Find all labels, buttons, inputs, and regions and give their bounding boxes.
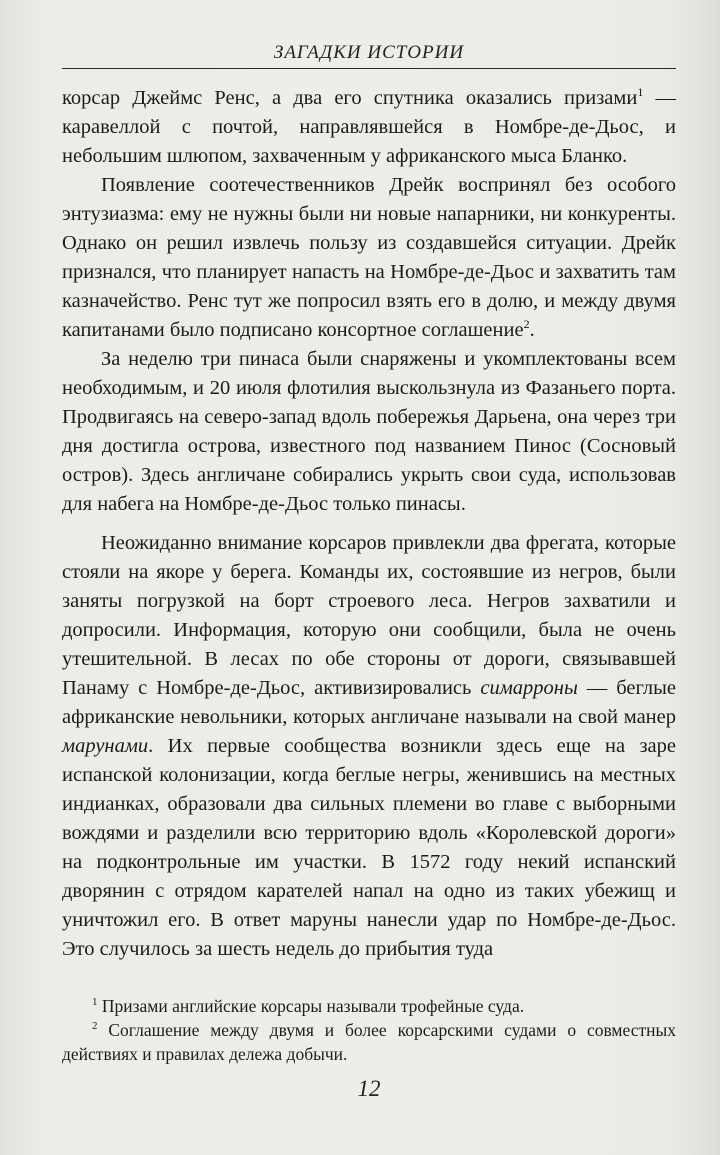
- paragraph-3: За неделю три пинаса были снаряжены и укомплектованы всем необходимым, и 20 июля флотилия выскользнула из Фазаньего порта. Продвигаясь на северо-запад вдоль побережья Дарьена, она через три дня достигла острова, известного под названием Пинос (Сосновый остров). Здесь англичане собирались укрыть свои суда, использовав для набега на Номбре-де-Дьос только пинасы.: [62, 348, 676, 515]
- header-rule: [62, 68, 676, 69]
- footnote-1-text: Призами английские корсары называли трофейные суда.: [97, 996, 525, 1016]
- paragraph-4-text-a: Неожиданно внимание корсаров привлекли два фрегата, которые стояли на якоре у берега. Команды их, состоявшие из негров, были заняты погрузкой на борт строевого леса. Негров захватили и допросили. Информация, которую они сообщили, была не очень утешительной. В лесах по обе стороны от дороги, связывавшей Панаму с Номбре-де-Дьос, активизировались: [62, 532, 676, 699]
- paragraph-2-text-end: .: [529, 319, 535, 341]
- footnote-2: [62, 1018, 676, 1066]
- paragraph-1-text-end: — каравеллой с почтой, направлявшейся в Номбре-де-Дьос, и небольшим шлюпом, захваченным у африканского мыса Бланко.: [62, 87, 677, 167]
- footnote-2-marker: 2: [92, 1020, 98, 1032]
- paragraph-1-text: корсар Джеймс Ренс, а два его спутника оказались призами: [62, 87, 638, 109]
- page-number: 12: [357, 1076, 381, 1101]
- footnote-1: [62, 994, 676, 1018]
- footnotes: [62, 994, 676, 1066]
- paragraph-4-text-b: — беглые африканские невольники, которых англичане называли на свой манер: [62, 677, 676, 728]
- paragraph-4-text-c: . Их первые сообщества возникли здесь еще на заре испанской колонизации, когда беглые негры, женившись на местных индианках, образовали два сильных племени во главе с выборными вождями и разделили всю территорию вдоль «Королевской дороги» на подконтрольные им участки. В 1572 году некий испанский дворянин с отрядом карателей напал на одно из таких убежищ и уничтожил его. В ответ маруны нанесли удар по Номбре-де-Дьос. Это случилось за шесть недель до прибытия туда: [62, 735, 676, 960]
- paragraph-2: [62, 171, 676, 345]
- footnote-2-text: Соглашение между двумя и более корсарскими судами о совместных действиях и правилах дележа добычи.: [62, 1020, 676, 1064]
- footnote-ref-1[interactable]: 1: [637, 85, 644, 99]
- term-simarrony: симарроны: [480, 677, 578, 699]
- paragraph-1: [62, 84, 676, 171]
- paragraph-2-text: Появление соотечественников Дрейк воспринял без особого энтузиазма: ему не нужны были ни новые напарники, ни конкуренты. Однако он решил извлечь пользу из создавшейся ситуации. Дрейк признался, что планирует напасть на Номбре-де-Дьос и захватить там казначейство. Ренс тут же попросил взять его в долю, и между двумя капитанами было подписано консортное соглашение: [62, 174, 676, 341]
- main-text: [62, 84, 676, 964]
- paragraph-4: [62, 529, 676, 964]
- footnote-1-marker: 1: [92, 996, 98, 1008]
- term-maruny: марунами: [62, 735, 149, 757]
- footnote-ref-2[interactable]: 2: [523, 317, 530, 331]
- running-head: ЗАГАДКИ ИСТОРИИ: [273, 42, 465, 63]
